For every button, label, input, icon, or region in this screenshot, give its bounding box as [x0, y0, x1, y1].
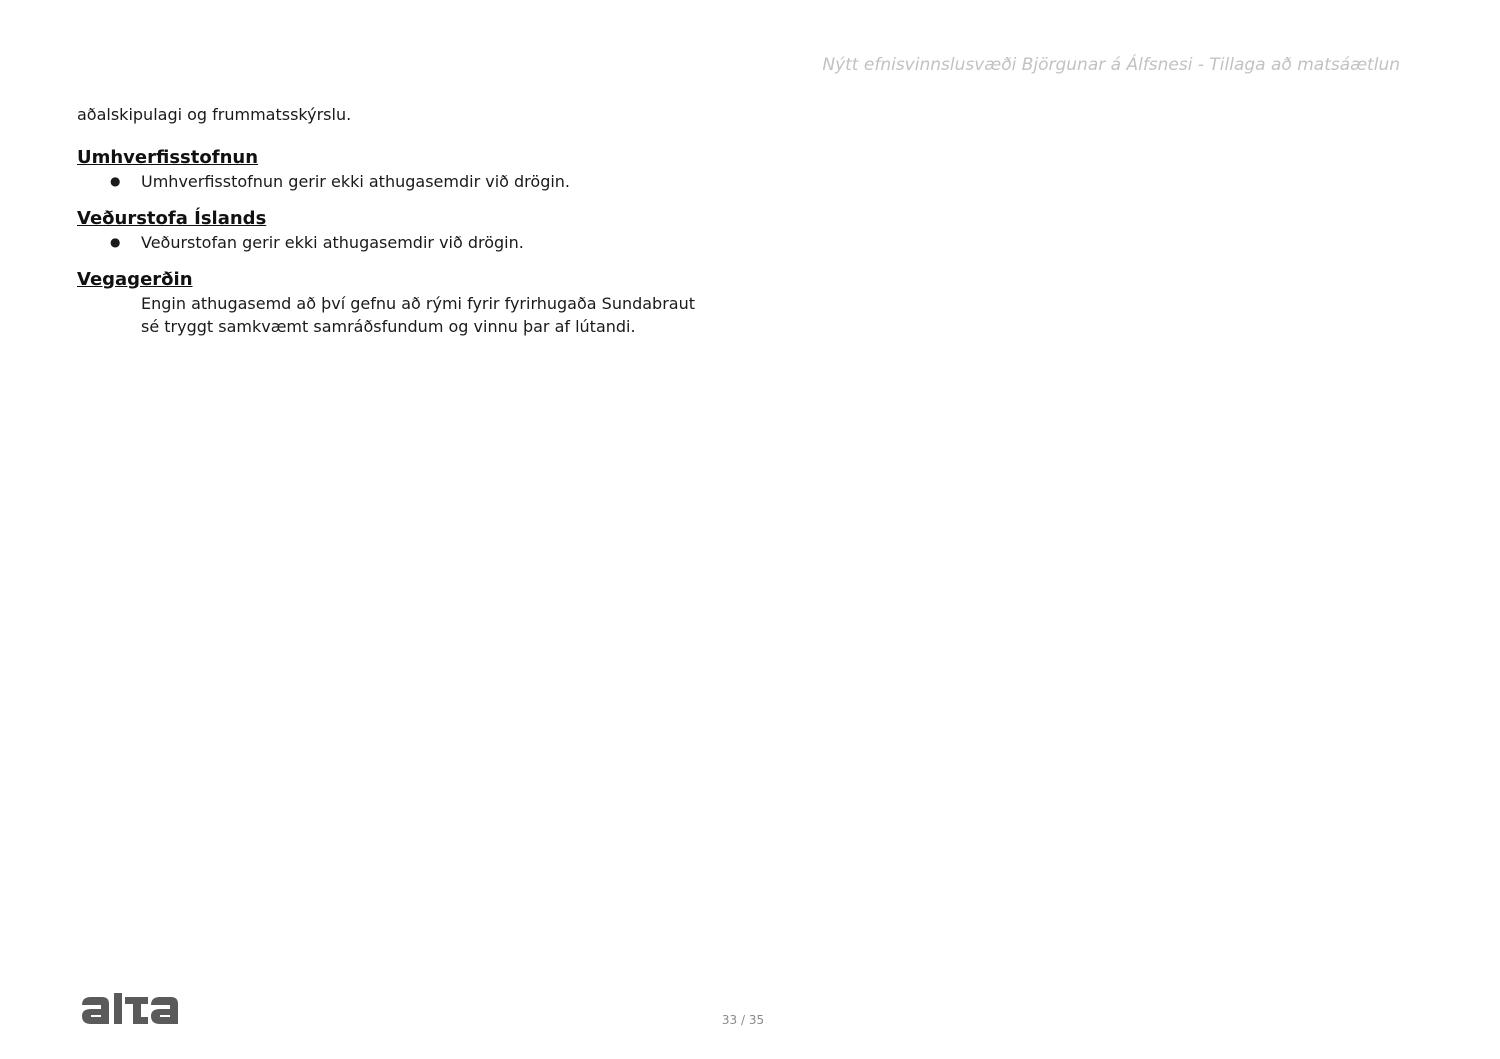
- bullet-text: Veðurstofan gerir ekki athugasemdir við drögin.: [141, 233, 524, 252]
- section-umhverfisstofnun: [77, 146, 777, 193]
- bullet-list: [77, 170, 777, 193]
- running-header: Nýtt efnisvinnslusvæði Björgunar á Álfsnesi - Tillaga að matsáætlun: [822, 55, 1400, 75]
- page-number: 33 / 35: [721, 1013, 765, 1027]
- document-body: [77, 103, 777, 352]
- paragraph-line: sé tryggt samkvæmt samráðsfundum og vinnu þar af lútandi.: [141, 317, 636, 336]
- continuation-text: aðalskipulagi og frummatsskýrslu.: [77, 105, 352, 124]
- section-paragraph: [77, 292, 777, 338]
- bullet-item: [77, 170, 777, 193]
- bullet-icon: ●: [110, 235, 121, 249]
- section-vedurstofa-islands: [77, 207, 777, 254]
- section-heading: Umhverfisstofnun: [77, 147, 259, 168]
- bullet-list: [77, 231, 777, 254]
- bullet-text: Umhverfisstofnun gerir ekki athugasemdir við drögin.: [141, 172, 571, 191]
- section-vegagerdin: [77, 268, 777, 338]
- section-heading: Vegagerðin: [77, 269, 193, 290]
- bullet-item: [77, 231, 777, 254]
- paragraph-line: Engin athugasemd að því gefnu að rými fyrir fyrirhugaða Sundabraut: [141, 294, 696, 313]
- section-heading: Veðurstofa Íslands: [77, 208, 267, 229]
- bullet-icon: ●: [110, 174, 121, 188]
